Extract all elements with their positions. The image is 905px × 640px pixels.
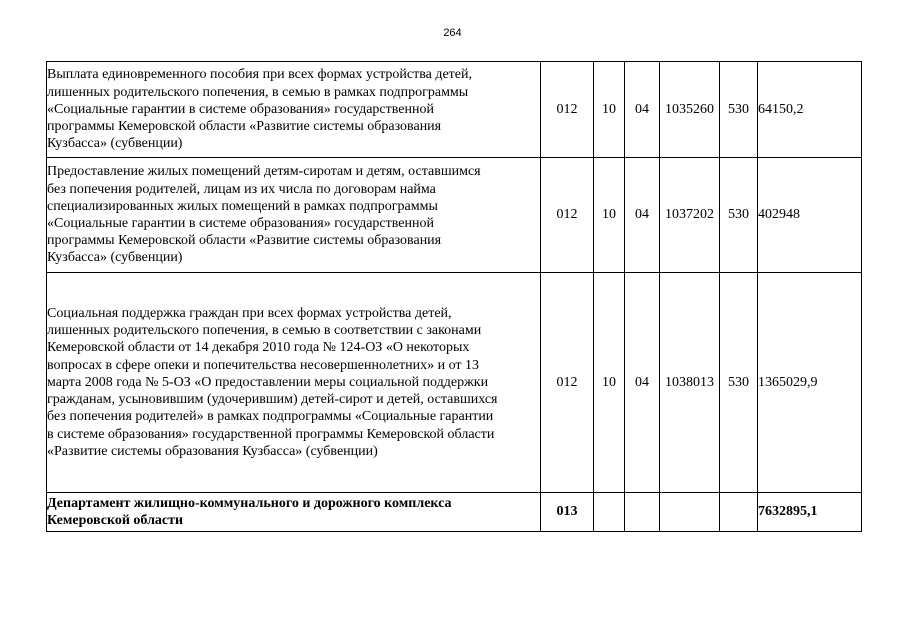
- amount-value: 1365029,9: [758, 273, 862, 493]
- subsection-code: 04: [625, 158, 660, 273]
- section-code: [594, 493, 625, 532]
- target-item-code: [660, 493, 720, 532]
- subsection-code: [625, 493, 660, 532]
- row-description: Выплата единовременного пособия при всех формах устройства детей, лишенных родительского попечения, в семью в рамках подпрограммы «Социальные гарантии в системе образования» государственной программы Кемеровской области «Развитие системы образования Кузбасса» (субвенции): [47, 62, 541, 158]
- table-row: [47, 62, 862, 158]
- expense-type-code: 530: [720, 273, 758, 493]
- expense-type-code: 530: [720, 158, 758, 273]
- section-code: 10: [594, 273, 625, 493]
- table-row: [47, 158, 862, 273]
- budget-table: [46, 61, 862, 532]
- department-total-row: [47, 493, 862, 532]
- page-number: 264: [443, 27, 462, 39]
- amount-value: 402948: [758, 158, 862, 273]
- target-item-code: 1035260: [660, 62, 720, 158]
- table-row: [47, 273, 862, 493]
- target-item-code: 1037202: [660, 158, 720, 273]
- ministry-code: 012: [541, 273, 594, 493]
- subsection-code: 04: [625, 273, 660, 493]
- amount-value: 64150,2: [758, 62, 862, 158]
- expense-type-code: 530: [720, 62, 758, 158]
- section-code: 10: [594, 62, 625, 158]
- ministry-code: 012: [541, 62, 594, 158]
- row-description: Предоставление жилых помещений детям-сиротам и детям, оставшимся без попечения родителей, лицам из их числа по договорам найма специализированных жилых помещений в рамках подпрограммы «Социальные гарантии в системе образования» государственной программы Кемеровской области «Развитие системы образования Кузбасса» (субвенции): [47, 158, 541, 273]
- row-description: Социальная поддержка граждан при всех формах устройства детей, лишенных родительского попечения, в семью в соответствии с законами Кемеровской области от 14 декабря 2010 года № 124-ОЗ «О некоторых вопросах в сфере опеки и попечительства несовершеннолетних» и от 13 марта 2008 года № 5-ОЗ «О предоставлении меры социальной поддержки гражданам, усыновившим (удочерившим) детей-сирот и детей, оставшихся без попечения родителей» в рамках подпрограммы «Социальные гарантии в системе образования» государственной программы Кемеровской области «Развитие системы образования Кузбасса» (субвенции): [47, 273, 541, 493]
- expense-type-code: [720, 493, 758, 532]
- target-item-code: 1038013: [660, 273, 720, 493]
- subsection-code: 04: [625, 62, 660, 158]
- amount-value: 7632895,1: [758, 493, 862, 532]
- ministry-code: 013: [541, 493, 594, 532]
- ministry-code: 012: [541, 158, 594, 273]
- department-name: Департамент жилищно-коммунального и дорожного комплекса Кемеровской области: [47, 493, 541, 532]
- section-code: 10: [594, 158, 625, 273]
